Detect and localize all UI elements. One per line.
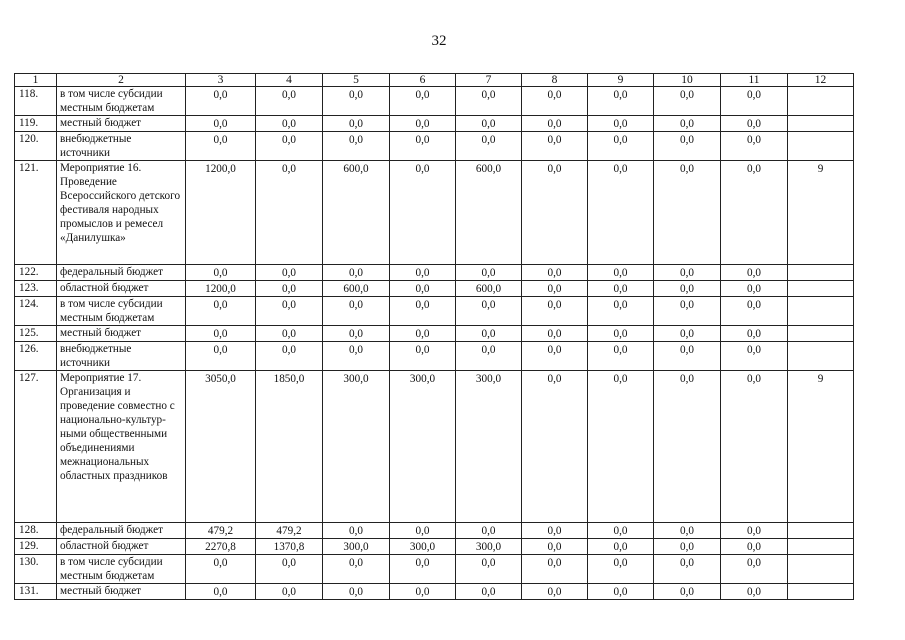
- indicator-cell: [788, 555, 854, 584]
- value-cell: 1200,0: [186, 161, 256, 265]
- column-header: 3: [186, 74, 256, 87]
- value-cell: 0,0: [522, 87, 588, 116]
- value-cell: 0,0: [522, 584, 588, 600]
- value-cell: 0,0: [390, 523, 456, 539]
- value-cell: 0,0: [186, 584, 256, 600]
- value-cell: 0,0: [323, 555, 390, 584]
- value-cell: 300,0: [456, 371, 522, 523]
- value-cell: 0,0: [390, 87, 456, 116]
- value-cell: 0,0: [522, 132, 588, 161]
- value-cell: 0,0: [654, 523, 721, 539]
- indicator-cell: [788, 584, 854, 600]
- row-label-cell: в том числе субсидии местным бюджетам: [57, 87, 186, 116]
- column-header: 10: [654, 74, 721, 87]
- row-label-cell: областной бюджет: [57, 281, 186, 297]
- indicator-cell: [788, 265, 854, 281]
- value-cell: 0,0: [390, 265, 456, 281]
- value-cell: 0,0: [256, 326, 323, 342]
- value-cell: 0,0: [588, 132, 654, 161]
- value-cell: 0,0: [186, 326, 256, 342]
- table-row: [15, 87, 854, 116]
- value-cell: 0,0: [721, 584, 788, 600]
- row-label-cell: внебюджетные источники: [57, 342, 186, 371]
- row-number-cell: 124.: [15, 297, 57, 326]
- value-cell: 0,0: [654, 371, 721, 523]
- value-cell: 0,0: [323, 132, 390, 161]
- value-cell: 0,0: [654, 132, 721, 161]
- value-cell: 0,0: [721, 265, 788, 281]
- value-cell: 0,0: [588, 87, 654, 116]
- value-cell: 0,0: [323, 584, 390, 600]
- indicator-cell: 9: [788, 371, 854, 523]
- value-cell: 0,0: [721, 539, 788, 555]
- indicator-cell: [788, 297, 854, 326]
- value-cell: 0,0: [390, 161, 456, 265]
- row-number-cell: 123.: [15, 281, 57, 297]
- budget-table: [14, 73, 854, 600]
- value-cell: 0,0: [456, 523, 522, 539]
- row-number-cell: 122.: [15, 265, 57, 281]
- table-row: [15, 539, 854, 555]
- value-cell: 0,0: [256, 161, 323, 265]
- value-cell: 0,0: [721, 132, 788, 161]
- column-header: 1: [15, 74, 57, 87]
- value-cell: 0,0: [390, 281, 456, 297]
- row-number-cell: 127.: [15, 371, 57, 523]
- value-cell: 0,0: [186, 132, 256, 161]
- value-cell: 0,0: [390, 326, 456, 342]
- value-cell: 0,0: [256, 265, 323, 281]
- value-cell: 0,0: [522, 555, 588, 584]
- value-cell: 0,0: [390, 555, 456, 584]
- value-cell: 0,0: [721, 87, 788, 116]
- value-cell: 0,0: [456, 342, 522, 371]
- value-cell: 0,0: [588, 161, 654, 265]
- value-cell: 0,0: [654, 281, 721, 297]
- value-cell: 0,0: [588, 297, 654, 326]
- value-cell: 600,0: [456, 281, 522, 297]
- table-row: [15, 326, 854, 342]
- value-cell: 0,0: [390, 116, 456, 132]
- value-cell: 0,0: [456, 584, 522, 600]
- value-cell: 0,0: [654, 555, 721, 584]
- table-row: [15, 265, 854, 281]
- value-cell: 1850,0: [256, 371, 323, 523]
- value-cell: 479,2: [256, 523, 323, 539]
- value-cell: 0,0: [390, 297, 456, 326]
- value-cell: 0,0: [721, 555, 788, 584]
- row-label-cell: Мероприятие 16. Проведение Всероссийского детского фестиваля народных промыслов и ремесел «Данилушка»: [57, 161, 186, 265]
- row-number-cell: 130.: [15, 555, 57, 584]
- value-cell: 0,0: [588, 116, 654, 132]
- value-cell: 0,0: [654, 539, 721, 555]
- value-cell: 0,0: [721, 523, 788, 539]
- value-cell: 0,0: [522, 161, 588, 265]
- value-cell: 0,0: [721, 297, 788, 326]
- table-row: [15, 342, 854, 371]
- value-cell: 479,2: [186, 523, 256, 539]
- value-cell: 0,0: [323, 342, 390, 371]
- value-cell: 0,0: [588, 265, 654, 281]
- column-header: 2: [57, 74, 186, 87]
- row-label-cell: федеральный бюджет: [57, 523, 186, 539]
- value-cell: 0,0: [588, 342, 654, 371]
- indicator-cell: [788, 539, 854, 555]
- table-row: [15, 555, 854, 584]
- value-cell: 0,0: [654, 265, 721, 281]
- row-label-cell: местный бюджет: [57, 584, 186, 600]
- value-cell: 3050,0: [186, 371, 256, 523]
- table-row: [15, 371, 854, 523]
- value-cell: 0,0: [588, 326, 654, 342]
- indicator-cell: [788, 326, 854, 342]
- row-number-cell: 129.: [15, 539, 57, 555]
- value-cell: 0,0: [588, 523, 654, 539]
- value-cell: 0,0: [256, 584, 323, 600]
- value-cell: 1370,8: [256, 539, 323, 555]
- value-cell: 0,0: [456, 297, 522, 326]
- table-row: [15, 281, 854, 297]
- value-cell: 0,0: [456, 116, 522, 132]
- value-cell: 0,0: [654, 326, 721, 342]
- value-cell: 0,0: [588, 371, 654, 523]
- value-cell: 300,0: [323, 371, 390, 523]
- table-row: [15, 297, 854, 326]
- row-number-cell: 128.: [15, 523, 57, 539]
- value-cell: 0,0: [186, 297, 256, 326]
- row-number-cell: 120.: [15, 132, 57, 161]
- value-cell: 0,0: [588, 584, 654, 600]
- column-header: 8: [522, 74, 588, 87]
- row-number-cell: 126.: [15, 342, 57, 371]
- row-label-cell: в том числе субсидии местным бюджетам: [57, 297, 186, 326]
- indicator-cell: 9: [788, 161, 854, 265]
- column-header: 6: [390, 74, 456, 87]
- table-header-row: [15, 74, 854, 87]
- value-cell: 0,0: [456, 265, 522, 281]
- value-cell: 0,0: [654, 342, 721, 371]
- indicator-cell: [788, 87, 854, 116]
- value-cell: 0,0: [654, 116, 721, 132]
- row-number-cell: 119.: [15, 116, 57, 132]
- value-cell: 300,0: [323, 539, 390, 555]
- indicator-cell: [788, 342, 854, 371]
- value-cell: 0,0: [456, 326, 522, 342]
- table-row: [15, 584, 854, 600]
- value-cell: 0,0: [256, 297, 323, 326]
- value-cell: 0,0: [323, 265, 390, 281]
- row-label-cell: федеральный бюджет: [57, 265, 186, 281]
- value-cell: 0,0: [256, 87, 323, 116]
- value-cell: 0,0: [323, 87, 390, 116]
- indicator-cell: [788, 116, 854, 132]
- value-cell: 600,0: [456, 161, 522, 265]
- value-cell: 0,0: [522, 297, 588, 326]
- table-row: [15, 132, 854, 161]
- value-cell: 0,0: [654, 297, 721, 326]
- value-cell: 600,0: [323, 281, 390, 297]
- value-cell: 0,0: [456, 132, 522, 161]
- value-cell: 300,0: [456, 539, 522, 555]
- value-cell: 0,0: [522, 265, 588, 281]
- value-cell: 0,0: [456, 555, 522, 584]
- value-cell: 0,0: [256, 132, 323, 161]
- value-cell: 0,0: [522, 342, 588, 371]
- value-cell: 0,0: [721, 161, 788, 265]
- row-number-cell: 118.: [15, 87, 57, 116]
- value-cell: 0,0: [522, 539, 588, 555]
- table-row: [15, 523, 854, 539]
- value-cell: 0,0: [588, 555, 654, 584]
- row-label-cell: в том числе субсидии местным бюджетам: [57, 555, 186, 584]
- value-cell: 0,0: [654, 87, 721, 116]
- column-header: 11: [721, 74, 788, 87]
- value-cell: 0,0: [522, 281, 588, 297]
- value-cell: 0,0: [654, 584, 721, 600]
- value-cell: 0,0: [256, 281, 323, 297]
- indicator-cell: [788, 132, 854, 161]
- value-cell: 0,0: [721, 116, 788, 132]
- row-number-cell: 121.: [15, 161, 57, 265]
- value-cell: 0,0: [186, 265, 256, 281]
- value-cell: 300,0: [390, 539, 456, 555]
- value-cell: 0,0: [522, 116, 588, 132]
- row-number-cell: 131.: [15, 584, 57, 600]
- table-row: [15, 161, 854, 265]
- value-cell: 1200,0: [186, 281, 256, 297]
- value-cell: 600,0: [323, 161, 390, 265]
- value-cell: 0,0: [256, 555, 323, 584]
- column-header: 4: [256, 74, 323, 87]
- value-cell: 0,0: [186, 342, 256, 371]
- value-cell: 0,0: [186, 116, 256, 132]
- value-cell: 0,0: [256, 342, 323, 371]
- value-cell: 0,0: [588, 281, 654, 297]
- value-cell: 0,0: [456, 87, 522, 116]
- row-label-cell: местный бюджет: [57, 116, 186, 132]
- table-row: [15, 116, 854, 132]
- row-label-cell: Мероприятие 17. Организация и проведение совместно с национально-культур-ными общественными объединениями межнациональных областных праздников: [57, 371, 186, 523]
- value-cell: 0,0: [186, 87, 256, 116]
- value-cell: 0,0: [256, 116, 323, 132]
- value-cell: 2270,8: [186, 539, 256, 555]
- value-cell: 0,0: [522, 371, 588, 523]
- value-cell: 0,0: [721, 326, 788, 342]
- row-label-cell: внебюджетные источники: [57, 132, 186, 161]
- value-cell: 0,0: [522, 326, 588, 342]
- value-cell: 0,0: [721, 342, 788, 371]
- value-cell: 0,0: [654, 161, 721, 265]
- row-number-cell: 125.: [15, 326, 57, 342]
- row-label-cell: областной бюджет: [57, 539, 186, 555]
- row-label-cell: местный бюджет: [57, 326, 186, 342]
- value-cell: 0,0: [522, 523, 588, 539]
- value-cell: 0,0: [721, 371, 788, 523]
- value-cell: 0,0: [390, 342, 456, 371]
- value-cell: 0,0: [186, 555, 256, 584]
- column-header: 12: [788, 74, 854, 87]
- indicator-cell: [788, 523, 854, 539]
- page-number: 32: [431, 33, 447, 49]
- column-header: 9: [588, 74, 654, 87]
- value-cell: 300,0: [390, 371, 456, 523]
- value-cell: 0,0: [323, 297, 390, 326]
- value-cell: 0,0: [721, 281, 788, 297]
- column-header: 7: [456, 74, 522, 87]
- value-cell: 0,0: [323, 523, 390, 539]
- value-cell: 0,0: [588, 539, 654, 555]
- column-header: 5: [323, 74, 390, 87]
- indicator-cell: [788, 281, 854, 297]
- value-cell: 0,0: [323, 116, 390, 132]
- value-cell: 0,0: [323, 326, 390, 342]
- value-cell: 0,0: [390, 132, 456, 161]
- value-cell: 0,0: [390, 584, 456, 600]
